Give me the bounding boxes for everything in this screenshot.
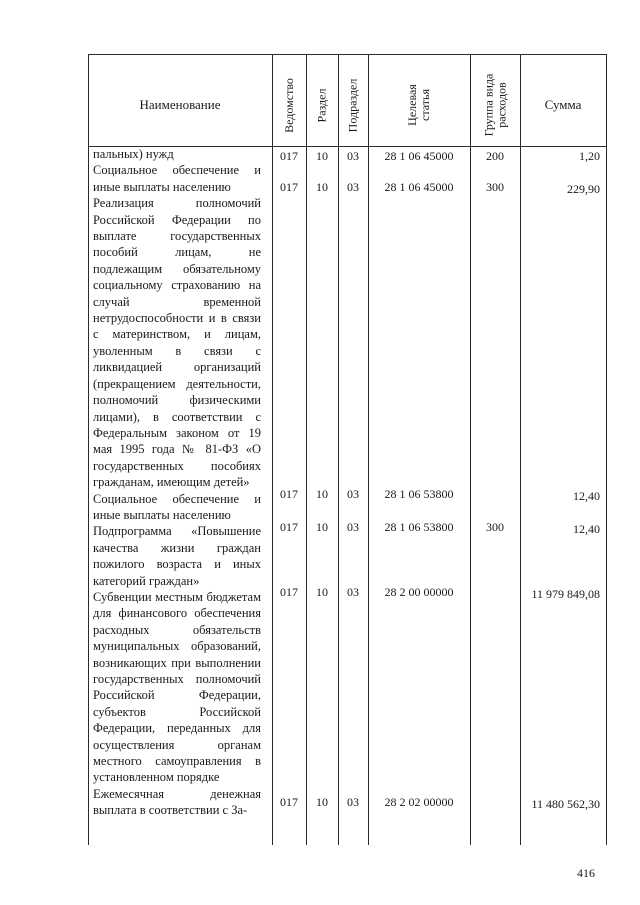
podrazdel-cell: 03 <box>347 487 359 501</box>
header-razdel-cell <box>306 55 338 155</box>
col-border-group <box>520 54 521 845</box>
target-cell: 28 1 06 53800 <box>384 487 454 501</box>
header-sum-cell <box>520 55 606 155</box>
podrazdel-cell: 03 <box>347 795 359 809</box>
header-target-cell <box>368 55 470 155</box>
name-column <box>93 146 261 819</box>
target-cell: 28 1 06 53800 <box>384 520 454 534</box>
header-razdel: Раздел <box>314 88 329 122</box>
vedomstvo-cell: 017 <box>280 149 298 163</box>
col-border-podrazdel <box>368 54 369 845</box>
header-vedomstvo: Ведомство <box>281 77 296 133</box>
target-cell: 28 2 00 00000 <box>384 585 454 599</box>
name-entry: Социальное обеспечение и иные выплаты населению <box>93 491 261 522</box>
razdel-cell: 10 <box>316 149 328 163</box>
razdel-cell: 10 <box>316 180 328 194</box>
vedomstvo-cell: 017 <box>280 487 298 501</box>
sum-cell: 12,40 <box>573 522 600 536</box>
name-entry: Субвенции местным бюджетам для финансового обеспечения расходных обязательств муниципальных образований, возникающих при выполнении государственных полномочий Российской Федерации, субъектов Российской Федерации, переданных для осуществления органам местного самоуправления в установленном порядке <box>93 589 261 785</box>
sum-cell: 229,90 <box>567 182 600 196</box>
podrazdel-cell: 03 <box>347 180 359 194</box>
sum-cell: 12,40 <box>573 489 600 503</box>
sum-cell: 11 979 849,08 <box>531 587 600 601</box>
group-cell: 300 <box>486 180 504 194</box>
podrazdel-cell: 03 <box>347 585 359 599</box>
col-border-ved <box>306 54 307 845</box>
razdel-cell: 10 <box>316 487 328 501</box>
sum-cell: 11 480 562,30 <box>531 797 600 811</box>
vedomstvo-cell: 017 <box>280 585 298 599</box>
col-border-target <box>470 54 471 845</box>
header-target <box>406 84 432 126</box>
group-cell: 200 <box>486 149 504 163</box>
sum-cell: 1,20 <box>579 149 600 163</box>
podrazdel-cell: 03 <box>347 149 359 163</box>
vedomstvo-cell: 017 <box>280 795 298 809</box>
header-vedomstvo-cell <box>272 55 306 155</box>
header-group-line1: Группа вида <box>481 73 495 137</box>
vedomstvo-cell: 017 <box>280 520 298 534</box>
col-border-razdel <box>338 54 339 845</box>
razdel-cell: 10 <box>316 795 328 809</box>
header-podrazdel: Подраздел <box>345 78 360 132</box>
col-border-left <box>88 54 89 845</box>
podrazdel-cell: 03 <box>347 520 359 534</box>
header-name: Наименование <box>139 97 221 112</box>
name-entry: пальных) нужд <box>93 147 174 161</box>
razdel-cell: 10 <box>316 520 328 534</box>
razdel-cell: 10 <box>316 585 328 599</box>
header-group-line2: расходов <box>494 82 508 128</box>
name-entry: Ежемесячная денежная выплата в соответствии с За- <box>93 786 261 818</box>
group-cell: 300 <box>486 520 504 534</box>
name-entry: Реализация полномочий Российской Федерации по выплате государственных пособий лицам, не подлежащим обязательному социальному страхованию на случай временной нетрудоспособности и в связи с материнством, и лицам, уволенным в связи с ликвидацией организаций (прекращением деятельности, полномочий физическими лицами), в соответствии с Федеральным законом от 19 мая 1995 года № 81-ФЗ «О государственных пособиях гражданам, имеющим детей» <box>93 196 261 490</box>
col-border-right <box>606 54 607 845</box>
header-target-line2: статья <box>417 89 432 121</box>
header-target-line1: Целевая <box>404 84 419 126</box>
name-entry: Подпрограмма «Повышение качества жизни граждан пожилого возраста и иных категорий граждан» <box>93 524 261 588</box>
target-cell: 28 2 02 00000 <box>384 795 454 809</box>
vedomstvo-cell: 017 <box>280 180 298 194</box>
col-border-name <box>272 54 273 845</box>
name-entry: Социальное обеспечение и иные выплаты населению <box>93 163 261 194</box>
target-cell: 28 1 06 45000 <box>384 149 454 163</box>
header-name-cell <box>88 55 272 155</box>
page-number: 416 <box>577 866 595 880</box>
target-cell: 28 1 06 45000 <box>384 180 454 194</box>
header-group-cell <box>470 55 520 155</box>
header-group <box>482 74 508 137</box>
header-podrazdel-cell <box>338 55 368 155</box>
header-sum: Сумма <box>544 97 582 112</box>
